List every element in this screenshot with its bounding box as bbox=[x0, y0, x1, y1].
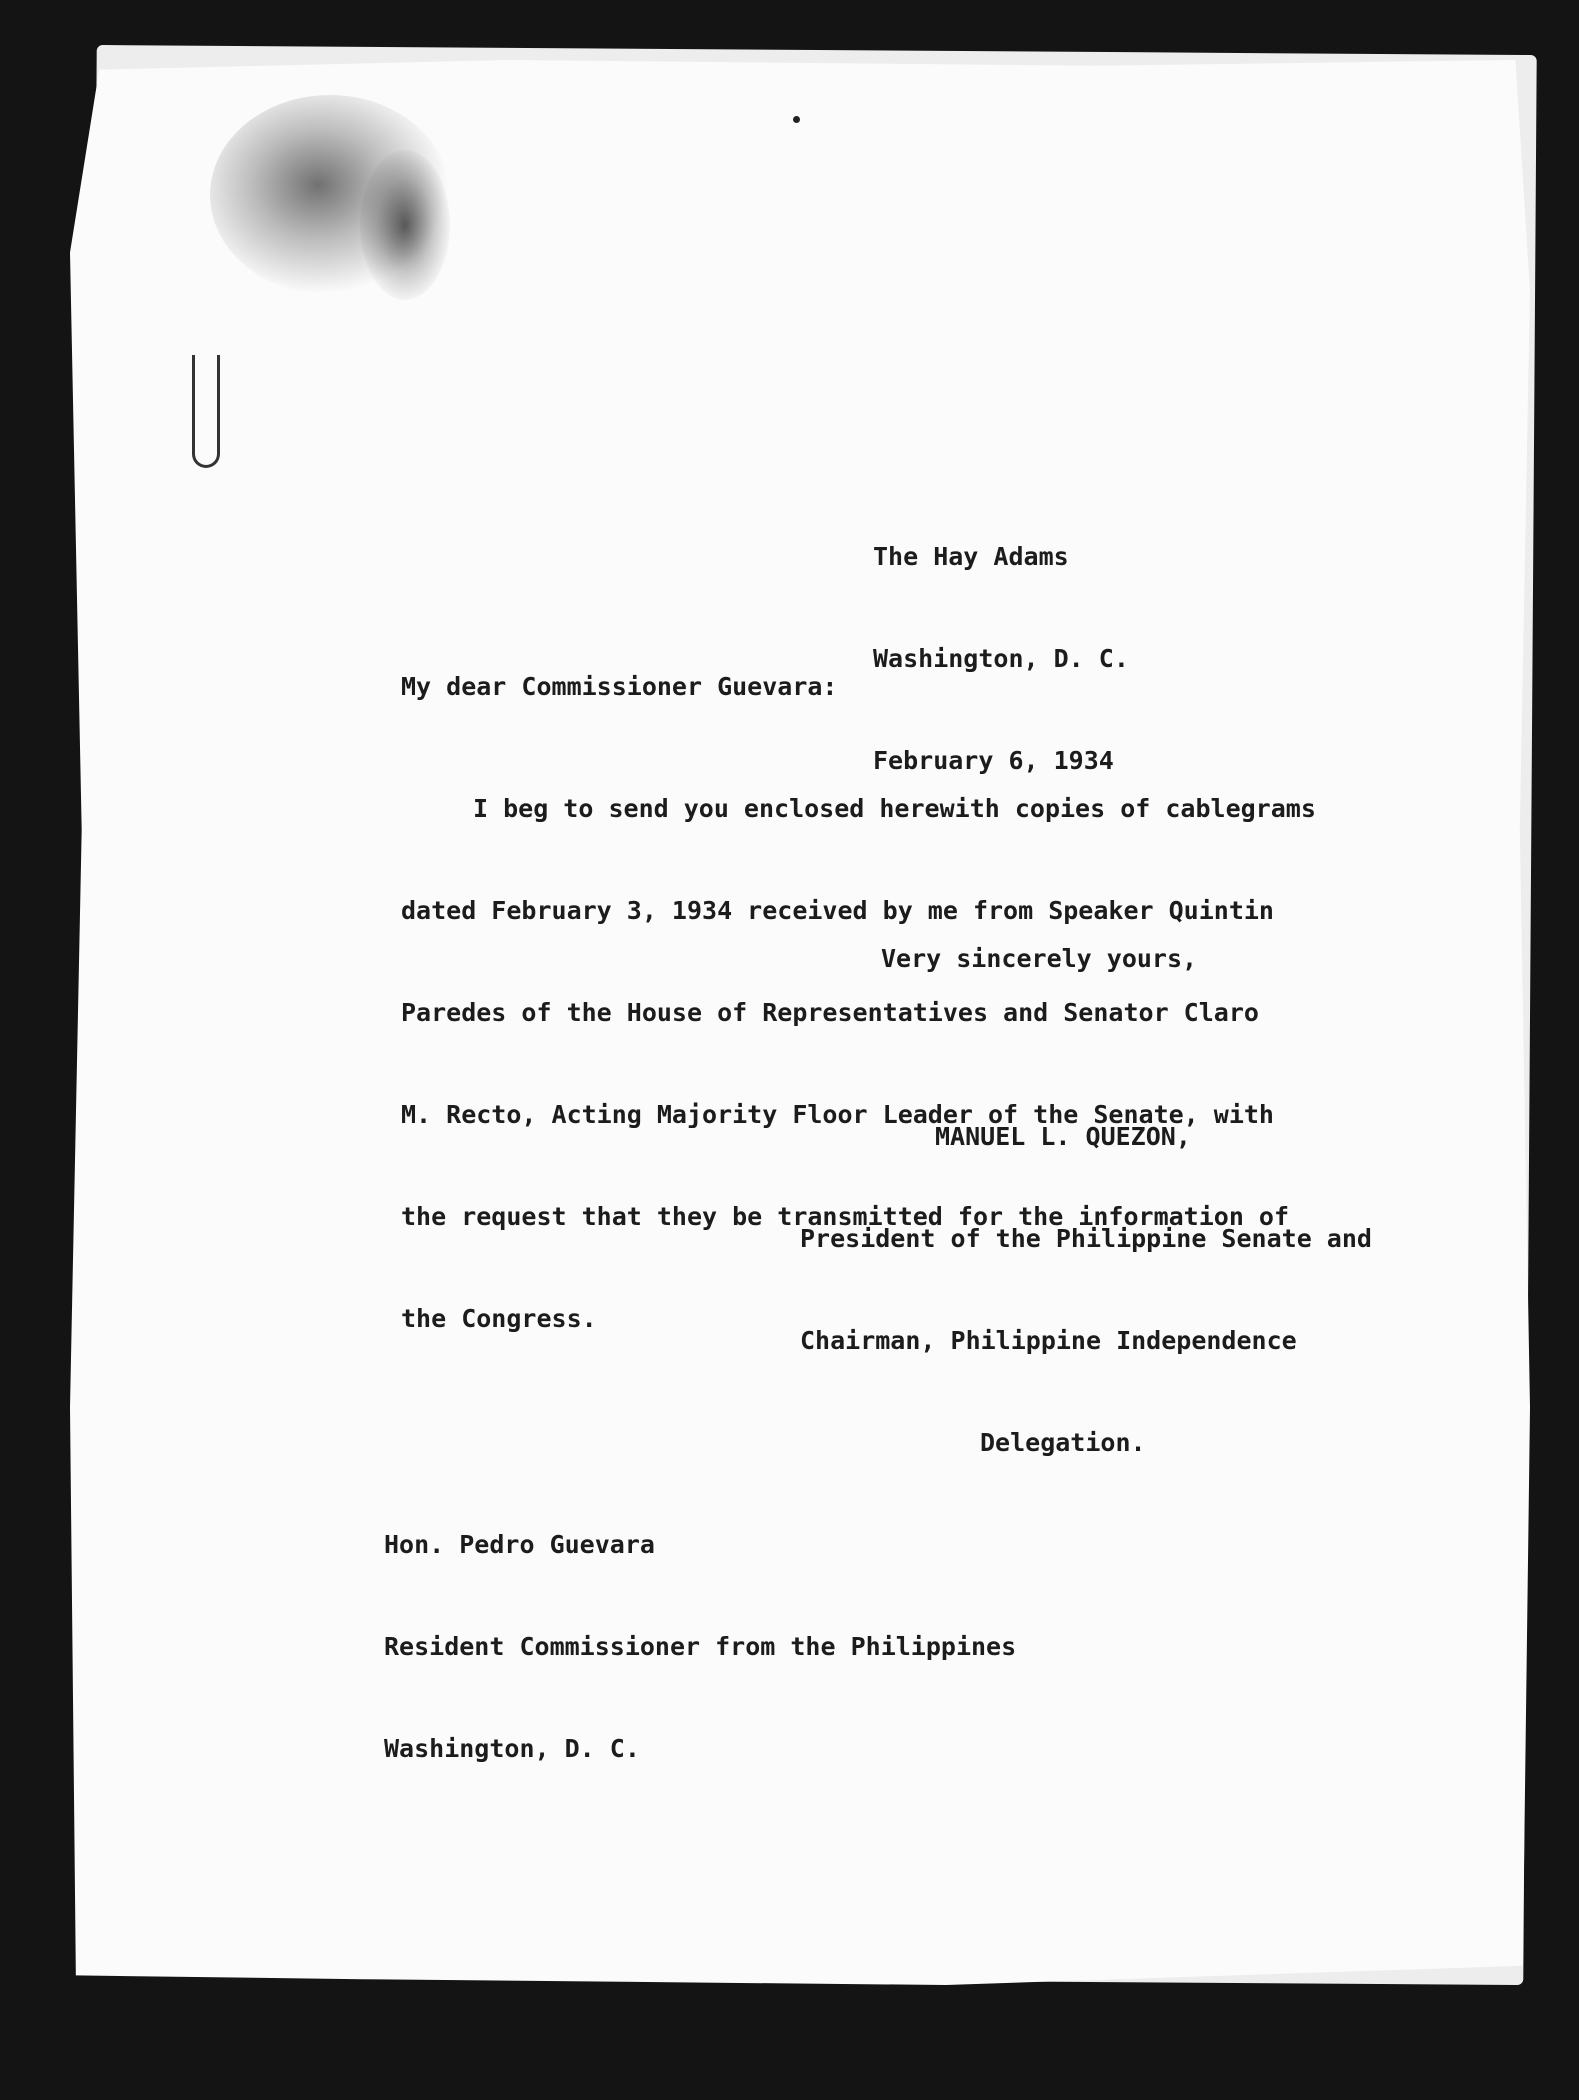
signatory-title: Chairman, Philippine Independence bbox=[800, 1326, 1297, 1355]
addressee-block bbox=[384, 1460, 1016, 1834]
body-line: I beg to send you enclosed herewith copies of cablegrams bbox=[473, 794, 1316, 823]
addressee-city: Washington, D. C. bbox=[384, 1734, 640, 1763]
closing: Very sincerely yours, bbox=[881, 944, 1198, 973]
signatory-name: MANUEL L. QUEZON, bbox=[935, 1122, 1191, 1151]
body-line: M. Recto, Acting Majority Floor Leader of the Senate, with bbox=[401, 1100, 1274, 1129]
body-line: the Congress. bbox=[401, 1304, 597, 1333]
signatory-title: President of the Philippine Senate and bbox=[800, 1224, 1372, 1253]
salutation: My dear Commissioner Guevara: bbox=[401, 672, 838, 701]
body-line: the request that they be transmitted for the information of bbox=[401, 1202, 1290, 1231]
signatory-title: Delegation. bbox=[980, 1428, 1146, 1457]
heading-date: February 6, 1934 bbox=[873, 746, 1114, 775]
signature-block bbox=[800, 1052, 1372, 1528]
heading-place: The Hay Adams bbox=[873, 542, 1069, 571]
addressee-name: Hon. Pedro Guevara bbox=[384, 1530, 655, 1559]
body-line: Paredes of the House of Representatives and Senator Claro bbox=[401, 998, 1259, 1027]
heading-city: Washington, D. C. bbox=[873, 644, 1129, 673]
addressee-title: Resident Commissioner from the Philippines bbox=[384, 1632, 1017, 1661]
body-line: dated February 3, 1934 received by me from Speaker Quintin bbox=[401, 896, 1274, 925]
